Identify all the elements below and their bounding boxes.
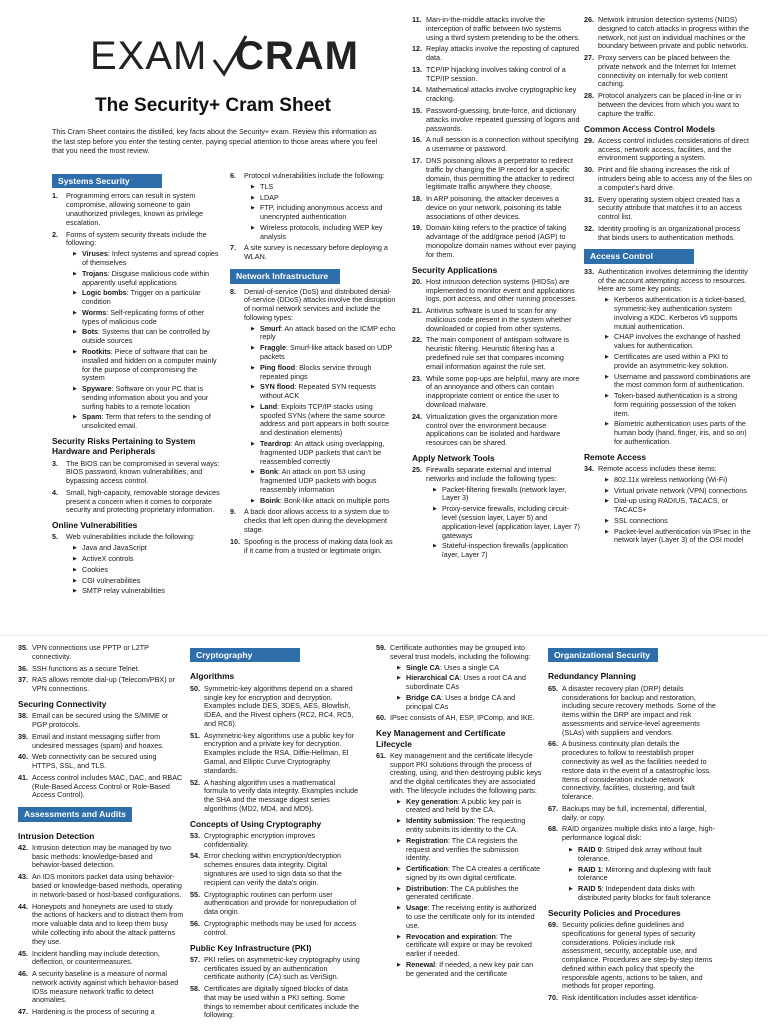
security-apps-list xyxy=(412,278,580,448)
remote-list-cont xyxy=(18,644,184,694)
column-4 xyxy=(584,16,752,548)
list-item: 4. Small, high-capacity, removable storage devices present a concern when it comes to corporate security and protecting proprietary information. xyxy=(52,487,220,515)
list-item: 40. Web connectivity can be secured using HTTPS, SSL, and TLS. xyxy=(18,752,157,771)
bullet-item: ▶ Certificates are used within a PKI to provide an asymmetric-key solution. xyxy=(598,353,752,371)
list-item: 38. Email can be secured using the S/MIME or PGP protocols. xyxy=(18,711,169,729)
list-item: 13. TCP/IP hijacking involves taking control of a TCP/IP session. xyxy=(412,64,566,83)
subheading-access-control-models: Common Access Control Models xyxy=(584,123,715,134)
column-2 xyxy=(230,172,396,558)
subheading-apply-network-tools: Apply Network Tools xyxy=(412,452,495,463)
list-item: 47. Hardening is the process of securing a xyxy=(18,1007,155,1017)
list-item: 18. In ARP poisoning, the attacker deceives a device on your network, poisoning its table associations of other devices. xyxy=(412,194,562,221)
list-item: 61. Key management and the certificate lifecycle support PKI solutions through the process of creating, using, and then destroying public keys and the digital certificates they are associated with. The lifecycle includes the following parts: ▶ Key generation: A public key pair is created and held by the CA. ▶ Identity submission: The requesting entity submits its identity to the CA. ▶ Registration: The CA registers the request and verifies the submission identity. ▶ Certification: The CA creates a certificate signed by its own digital certificate. ▶ Distribution: The CA publishes the generated certificate. ▶ Usage: The receiving entity is authorized to use the certificate only for its intended use. ▶ Revocation and expiration: The certificate will expire or may be revoked earlier if needed. ▶ Renewal: If needed, a new key pair can be generated and the certificate xyxy=(376,752,542,979)
bullet-item: ▶ Kerberos authentication is a ticket-based, symmetric-key authentication system involving a KDC. Kerberos v5 supports mutual authentication. xyxy=(598,296,752,331)
threat-list xyxy=(66,250,220,431)
pki-list xyxy=(190,956,360,1020)
bullet-item: ▶ LDAP xyxy=(244,194,396,203)
subheading-online-vulnerabilities: Online Vulnerabilities xyxy=(52,520,138,531)
bullet-item: ▶ Trojans: Disguise malicious code within apparently useful applications xyxy=(66,270,220,288)
bullet-item: ▶ Distribution: The CA publishes the generated certificate. xyxy=(390,885,542,903)
column-8 xyxy=(548,644,716,1006)
bullet-item: ▶ Land: Exploits TCP/IP stacks using spoofed SYNs (where the same source address and port appears in both source and destination elements) xyxy=(244,403,396,438)
list-item: 16. A null session is a connection without specifying a username or password. xyxy=(412,135,579,154)
bullet-item: ▶ Usage: The receiving entity is authorized to use the certificate only for its intended use. xyxy=(390,904,542,930)
list-item: 44. Honeypots and honeynets are used to study the actions of hackers and to distract them from more valuable data and to keep them busy while collecting info about the attack patterns they use. xyxy=(18,901,184,946)
bullet-item: ▶ SYN flood: Repeated SYN requests without ACK xyxy=(244,383,396,401)
list-item: 52. A hashing algorithm uses a mathematical formula to verify data integrity. Examples include the SHA and the message digest series algorithms (MD2, MD4, and MD5). xyxy=(190,777,359,813)
remote-access-list xyxy=(598,476,752,545)
list-item: 31. Every operating system object created has a security attribute that matches it to an access control list. xyxy=(584,194,742,222)
firewall-list xyxy=(426,486,580,560)
list-item: 14. Mathematical attacks involve cryptographic key cracking. xyxy=(412,85,577,104)
bullet-item: ▶ Hierarchical CA: Uses a root CA and subordinate CAs xyxy=(390,674,542,692)
bullet-item: ▶ RAID 5: Independent data disks with distributed parity blocks for fault tolerance xyxy=(562,885,716,903)
subheading-remote-access: Remote Access xyxy=(584,451,647,462)
intrusion-list xyxy=(18,844,184,1017)
bullet-item: ▶ RAID 0: Striped disk array without fault tolerance. xyxy=(562,846,716,864)
raid-list xyxy=(562,846,716,903)
bullet-item: ▶ ActiveX controls xyxy=(66,555,220,564)
bullet-item: ▶ SSL connections xyxy=(598,517,752,526)
list-item: 9. A back door allows access to a system due to checks that left open during the development stage. xyxy=(230,507,390,535)
list-item: 67. Backups may be full, incremental, differential, daily, or copy. xyxy=(548,803,707,822)
list-item: 35. VPN connections use PPTP or L2TP connectivity. xyxy=(18,643,149,661)
list-item: 42. Intrusion detection may be managed by two basic methods: knowledge-based and behavior-based detection. xyxy=(18,842,172,870)
list-item: 56. Cryptographic methods may be used for access control. xyxy=(190,918,357,937)
auth-points-list xyxy=(598,296,752,447)
protocol-list xyxy=(244,183,396,242)
bullet-item: ▶ CHAP involves the exchange of hashed values for authentication. xyxy=(598,333,752,351)
bullet-item: ▶ CGI vulnerabilities xyxy=(66,577,220,586)
bullet-item: ▶ Packet-level authentication via IPsec in the network layer (Layer 3) of the OSI model xyxy=(598,528,752,546)
list-item: 30. Print and file sharing increases the risk of intruders being able to access any of the files on a computer's hard drive. xyxy=(584,165,752,192)
section-access-control: Access Control xyxy=(584,249,694,263)
list-item: 11. Man-in-the-middle attacks involve the interception of traffic between two systems using a third system pretending to be the others. xyxy=(412,15,580,42)
list-item: 23. While some pop-ups are helpful, many are more of an annoyance and others can contain inappropriate content or entice the user to download malware. xyxy=(412,373,580,409)
list-item: 33. Authentication involves determining the identity of the account attempting access to resources. Here are some key points: ▶ Kerberos authentication is a ticket-based, symmetric-key authentication system involving a KDC. Kerberos v5 supports mutual authentication. ▶ CHAP involves the exchange of hashed values for authentication. ▶ Certificates are used within a PKI to provide an asymmetric-key solution. ▶ Username and password combinations are the most common form of authentication. ▶ Token-based authentication is a strong form requiring possession of the token item. ▶ Biometric authentication uses parts of the human body (hand, finger, iris, and so on) for authentication. xyxy=(584,268,752,447)
concepts-list xyxy=(190,832,360,938)
bullet-item: ▶ Revocation and expiration: The certificate will expire or may be revoked earlier if needed. xyxy=(390,933,542,959)
attack-list xyxy=(412,16,580,260)
policies-list xyxy=(548,921,716,1003)
list-item: 34. Remote access includes these items: ▶ 802.11x wireless networking (Wi-Fi) ▶ Virtual private network (VPN) connections ▶ Dial-up using RADIUS, TACACS, or TACACS+ ▶ SSL connections ▶ Packet-level authentication via IPsec in the network layer (Layer 3) of the OSI model xyxy=(584,465,752,545)
bullet-item: ▶ Spyware: Software on your PC that is sending information about you and your surfing habits to a remote location xyxy=(66,385,220,411)
list-item: 39. Email and instant messaging suffer from undesired messages (spam) and hoaxes. xyxy=(18,731,164,750)
bullet-item: ▶ Worms: Self-replicating forms of other types of malicious code xyxy=(66,309,220,327)
subheading-security-applications: Security Applications xyxy=(412,264,498,275)
list-item: 5. Web vulnerabilities include the following: ▶ Java and JavaScript ▶ ActiveX controls ▶ Cookies ▶ CGI vulnerabilities ▶ SMTP relay vulnerabilities xyxy=(52,533,220,596)
list-item: 10. Spoofing is the process of making data look as if it came from a trusted or legitimate origin. xyxy=(230,536,393,555)
bullet-item: ▶ Registration: The CA registers the request and verifies the submission identity. xyxy=(390,837,542,863)
bullet-item: ▶ Username and password combinations are the most common form of authentication. xyxy=(598,373,752,391)
bullet-item: ▶ Smurf: An attack based on the ICMP echo reply xyxy=(244,325,396,343)
logo-cram-text: CRAM xyxy=(235,34,359,78)
subheading-pki: Public Key Infrastructure (PKI) xyxy=(190,942,312,953)
list-item: 70. Risk identification includes asset identifica- xyxy=(548,993,699,1003)
network-tools-list xyxy=(584,16,752,119)
list-item: 66. A business continuity plan details the procedures to follow to reestablish proper connectivity as well as the facilities needed to restore data in the event of a catastrophic loss. Items of consideration include network connectivity, facilities, clustering, and fault tolerance. xyxy=(548,739,712,802)
list-item: 54. Error checking within encryption/decryption schemes ensures data integrity. Digital signatures are used to sign data so that the recipient can verify the data's origin. xyxy=(190,851,342,887)
list-item: 51. Asymmetric-key algorithms use a public key for encryption and a private key for decryption. Examples include the RSA, Diffie-Hellman, El Gamal, and Elliptic Curve Cryptography standards. xyxy=(190,730,355,775)
page-title: The Security+ Cram Sheet xyxy=(95,95,332,116)
subheading-redundancy-planning: Redundancy Planning xyxy=(548,671,636,682)
column-7 xyxy=(376,644,542,982)
bullet-item: ▶ Bots: Systems that can be controlled by outside sources xyxy=(66,328,220,346)
subheading-securing-connectivity: Securing Connectivity xyxy=(18,698,107,709)
bullet-item: ▶ Proxy-service firewalls, including circuit-level (session layer, Layer 5) and application-level (application layer, Layer 7) gateways xyxy=(426,505,580,540)
list-item: 41. Access control includes MAC, DAC, and RBAC (Rule-Based Access Control or Role-Based Access Control). xyxy=(18,772,183,800)
bullet-item: ▶ Renewal: If needed, a new key pair can be generated and the certificate xyxy=(390,961,542,979)
redundancy-list xyxy=(548,685,716,843)
bullet-item: ▶ TLS xyxy=(244,183,396,192)
dos-list xyxy=(244,325,396,506)
subheading-security-policies: Security Policies and Procedures xyxy=(548,907,681,918)
bullet-item: ▶ Java and JavaScript xyxy=(66,544,220,553)
bullet-item: ▶ Rootkits: Piece of software that can be installed and hidden on a computer mainly for the purpose of compromising the system xyxy=(66,348,220,383)
section-network-infrastructure: Network Infrastructure xyxy=(230,269,340,283)
bullet-item: ▶ Cookies xyxy=(66,566,220,575)
bullet-item: ▶ Viruses: Infect systems and spread copies of themselves xyxy=(66,250,220,268)
list-item: 36. SSH functions as a secure Telnet. xyxy=(18,663,140,673)
list-item: 8. Denial-of-service (DoS) and distributed denial-of-service (DDoS) attacks involve the disruption of normal network services and include the following types: ▶ Smurf: An attack based on the ICMP echo reply ▶ Fraggle: Smurf-like attack based on UDP packets ▶ Ping flood: Blocks service through repeated pings ▶ SYN flood: Repeated SYN requests without ACK ▶ Land: Exploits TCP/IP stacks using spoofed SYNs (where the same source address and port appears in both source and destination elements) ▶ Teardrop: An attack using overlapping, fragmented UDP packets that can't be reassembled correctly ▶ Bonk: An attack on port 53 using fragmented UDP packets with bogus reassembly information ▶ Boink: Bonk-like attack on multiple ports xyxy=(230,288,396,506)
list-item: 45. Incident handling may include detection, deflection, or countermeasures. xyxy=(18,948,160,967)
list-item: 60. IPsec consists of AH, ESP, IPComp, and IKE. xyxy=(376,713,535,723)
bullet-item: ▶ Bonk: An attack on port 53 using fragmented UDP packets with bogus reassembly information xyxy=(244,468,396,494)
section-cryptography: Cryptography xyxy=(190,648,300,662)
list-item: 68. RAID organizes multiple disks into a large, high-performance logical disk: xyxy=(548,824,716,843)
bullet-item: ▶ Certification: The CA creates a certificate signed by its own digital certificate. xyxy=(390,865,542,883)
section-systems-security: Systems Security xyxy=(52,174,162,188)
bullet-item: ▶ Identity submission: The requesting entity submits its identity to the CA. xyxy=(390,817,542,835)
bullet-item: ▶ Ping flood: Blocks service through repeated pings xyxy=(244,364,396,382)
list-item: 6. Protocol vulnerabilities include the following: ▶ TLS ▶ LDAP ▶ FTP, including anonymous access and unencrypted authentication ▶ Wireless protocols, including WEP key analysis xyxy=(230,172,396,241)
bullet-item: ▶ Token-based authentication is a strong form requiring possession of the token item. xyxy=(598,392,752,418)
bullet-item: ▶ SMTP relay vulnerabilities xyxy=(66,587,220,596)
list-item: 58. Certificates are digitally signed blocks of data that may be used within a PKI setting. Some things to remember about certificates include the following: xyxy=(190,984,360,1020)
list-item: 12. Replay attacks involve the reposting of captured data. xyxy=(412,44,580,63)
list-item: 28. Protocol analyzers can be placed in-line or in between the devices from which you want to capture the traffic. xyxy=(584,91,742,118)
page-divider xyxy=(0,635,768,636)
list-item: 3. The BIOS can be compromised in several ways: BIOS password, known vulnerabilities, and bypassing access control. xyxy=(52,458,220,486)
intro-paragraph: This Cram Sheet contains the distilled, key facts about the Security+ exam. Review this information as the last step before you enter the testing center, paying special attention to those areas where you feel that you need the most review. xyxy=(52,127,378,156)
bullet-item: ▶ Teardrop: An attack using overlapping, fragmented UDP packets that can't be reassembled correctly xyxy=(244,440,396,466)
bullet-item: ▶ Stateful-inspection firewalls (application layer, Layer 7) xyxy=(426,542,580,560)
bullet-item: ▶ Logic bombs: Trigger on a particular condition xyxy=(66,289,220,307)
list-item: 65. A disaster recovery plan (DRP) details considerations for backup and restoration, including secure recovery methods. Some of the items within the DRP are impact and risk assessments and service-level agreements (SLAs) with suppliers and vendors. xyxy=(548,683,716,737)
bullet-item: ▶ Fraggle: Smurf-like attack based on UDP packets xyxy=(244,344,396,362)
column-5 xyxy=(18,644,184,1020)
list-item: 22. The main component of antispam software is heuristic filtering. Heuristic filtering has a predefined rule set that compares incoming email information against the rule set. xyxy=(412,335,570,371)
list-item: 25. Firewalls separate external and internal networks and include the following types: ▶ Packet-filtering firewalls (network layer, Layer 3) ▶ Proxy-service firewalls, including circuit-level (session layer, Layer 5) and application-level (application layer, Layer 7) gateways ▶ Stateful-inspection firewalls (application layer, Layer 7) xyxy=(412,466,580,560)
bullet-item: ▶ RAID 1: Mirroring and duplexing with fault tolerance xyxy=(562,866,716,884)
list-item: 17. DNS poisoning allows a perpetrator to redirect traffic by changing the IP record for a specific domain, thus permitting the attacker to redirect legitimate traffic anywhere they choose. xyxy=(412,155,575,192)
list-item: 53. Cryptographic encryption improves confidentiality. xyxy=(190,830,316,849)
bullet-item: ▶ 802.11x wireless networking (Wi-Fi) xyxy=(598,476,752,485)
list-item: 15. Password-guessing, brute-force, and dictionary attacks involve repeated guessing of logons and passwords. xyxy=(412,106,580,133)
list-item: 1. Programming errors can result in system compromise, allowing someone to gain unauthorized privileges, known as privilege escalation. xyxy=(52,191,204,227)
bullet-item: ▶ Biometric authentication uses parts of the human body (hand, finger, iris, and so on) for authentication. xyxy=(598,420,752,446)
connectivity-list xyxy=(18,712,184,800)
column-1 xyxy=(52,170,220,599)
list-item: 26. Network intrusion detection systems (NIDS) designed to catch attacks in progress within the network, not just on individual machines or the boundary between private and public networks. xyxy=(584,15,750,51)
list-item: 21. Antivirus software is used to scan for any malicious code present in the system whether downloaded or copied from other systems. xyxy=(412,306,572,333)
list-item: 24. Virtualization gives the organization more control over the environment because applications can be isolated and hardware resources can be shared. xyxy=(412,411,561,448)
logo-exam-text: EXAM xyxy=(90,34,208,78)
algorithm-list xyxy=(190,685,360,814)
list-item: 43. An IDS monitors packet data using behavior-based or knowledge-based methods, operating in network-based or host-based configurations. xyxy=(18,872,182,899)
bullet-item: ▶ Dial-up using RADIUS, TACACS, or TACACS+ xyxy=(598,497,752,515)
list-item: 7. A site survey is necessary before deploying a WLAN. xyxy=(230,243,388,262)
list-item: 27. Proxy servers can be placed between the private network and the Internet for Internet connectivity on internally for web content caching. xyxy=(584,53,736,89)
bullet-item: ▶ Single CA: Uses a single CA xyxy=(390,664,542,673)
bullet-item: ▶ Wireless protocols, including WEP key analysis xyxy=(244,224,396,242)
subheading-intrusion-detection: Intrusion Detection xyxy=(18,830,95,841)
list-item: 69. Security policies define guidelines and specifications for general types of security considerations. Policies include risk assessment, security, acceptable use, and compliance. Procedures are step-by-step items defined within each policy that specify the responsible agents, actions to be taken, and methods for proper reporting. xyxy=(548,919,713,991)
lifecycle-list xyxy=(390,798,542,979)
list-item: 29. Access control includes considerations of direct access, network access, facilities, and the environment supporting a system. xyxy=(584,135,750,163)
subheading-key-management: Key Management and Certificate Lifecycle xyxy=(376,728,506,749)
list-item: 20. Host intrusion detection systems (HIDSs) are implemented to monitor event and applications logs, port access, and other running processes. xyxy=(412,276,578,304)
list-item: 46. A security baseline is a measure of normal network activity against which behavior-based IDSs measure network traffic to detect anomalies. xyxy=(18,969,179,1005)
bullet-item: ▶ FTP, including anonymous access and unencrypted authentication xyxy=(244,204,396,222)
list-item: 32. Identity proofing is an organizational process that binds users to authentication methods. xyxy=(584,223,741,242)
bullet-item: ▶ Bridge CA: Uses a bridge CA and principal CAs xyxy=(390,694,542,712)
bullet-item: ▶ Key generation: A public key pair is created and held by the CA. xyxy=(390,798,542,816)
exam-cram-logo xyxy=(90,28,359,78)
list-item: 2. Forms of system security threats include the following: ▶ Viruses: Infect systems and spread copies of themselves ▶ Trojans: Disguise malicious code within apparently useful applications ▶ Logic bombs: Trigger on a particular condition ▶ Worms: Self-replicating forms of other types of malicious code ▶ Bots: Systems that can be controlled by outside sources ▶ Rootkits: Piece of software that can be installed and hidden on a computer mainly for the purpose of compromising the system ▶ Spyware: Software on your PC that is sending information about you and your surfing habits to a remote location ▶ Spam: Term that refers to the sending of unsolicited email. xyxy=(52,231,220,431)
access-control-models-list xyxy=(584,137,752,243)
section-organizational-security: Organizational Security xyxy=(548,648,658,662)
bullet-item: ▶ Packet-filtering firewalls (network layer, Layer 3) xyxy=(426,486,580,504)
web-vuln-list xyxy=(66,544,220,596)
list-item: 55. Cryptographic routines can perform user authentication and provide for nonrepudiation of data origin. xyxy=(190,889,357,917)
subheading-algorithms: Algorithms xyxy=(190,671,235,682)
subheading-security-risks: Security Risks Pertaining to System Hardware and Peripherals xyxy=(52,436,196,457)
bullet-item: ▶ Boink: Bonk-like attack on multiple ports xyxy=(244,497,396,506)
subheading-concepts-cryptography: Concepts of Using Cryptography xyxy=(190,818,322,829)
list-item: 37. RAS allows remote dial-up (Telecom/PBX) or VPN connections. xyxy=(18,675,176,694)
list-item: 59. Certificate authorities may be grouped into several trust models, including the following: ▶ Single CA: Uses a single CA ▶ Hierarchical CA: Uses a root CA and subordinate CAs ▶ Bridge CA: Uses a bridge CA and principal CAs xyxy=(376,644,542,711)
section-assessments-audits: Assessments and Audits xyxy=(18,807,132,821)
list-item: 19. Domain kiting refers to the practice of taking advantage of the add/grace period (AGP) to monopolize domain names without ever paying for them. xyxy=(412,223,576,259)
column-3 xyxy=(412,16,580,563)
list-item: 57. PKI relies on asymmetric-key cryptography using certificates issued by an authentication certificate authority (CA) such as VeriSign. xyxy=(190,954,360,982)
column-6 xyxy=(190,644,360,1023)
list-item: 50. Symmetric-key algorithms depend on a shared single key for encryption and decryption. Examples include DES, 3DES, AES, Blowfish, IDEA, and the Rivest ciphers (RC2, RC4, RC5, and RC6). xyxy=(190,683,354,728)
trust-model-list xyxy=(390,664,542,712)
bullet-item: ▶ Virtual private network (VPN) connections xyxy=(598,487,752,496)
bullet-item: ▶ Spam: Term that refers to the sending of unsolicited email. xyxy=(66,413,220,431)
